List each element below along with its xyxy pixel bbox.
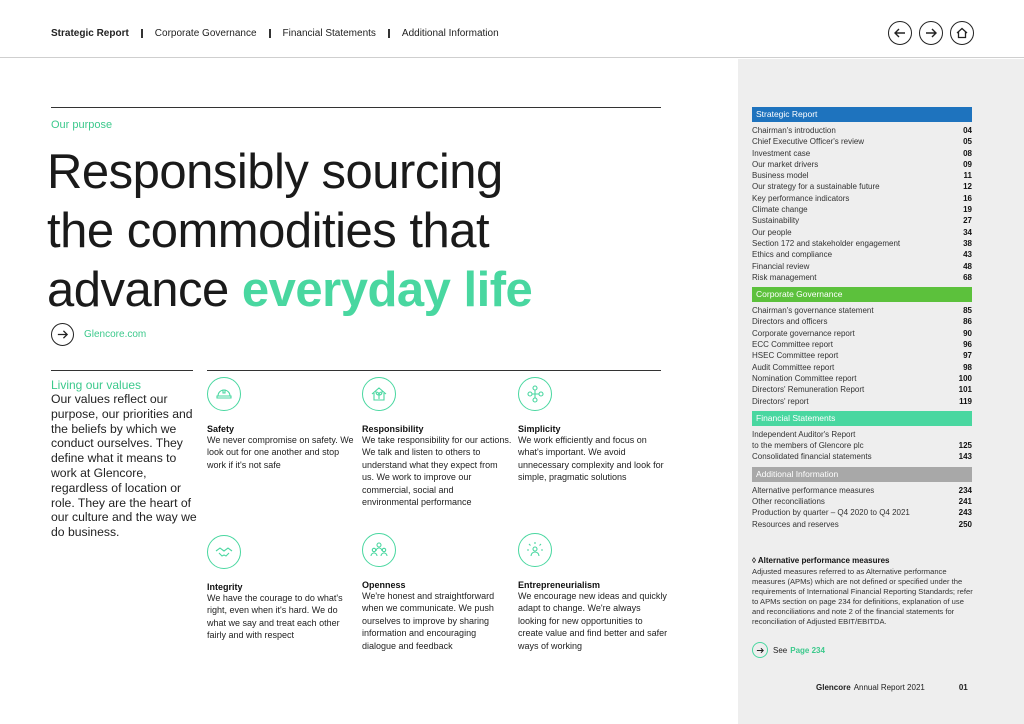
value-description: We're honest and straightforward when we communicate. We push ourselves to improve by sharing information and encouraging dialogue and feedback	[362, 591, 495, 651]
page-number: 01	[958, 683, 968, 692]
toc-item[interactable]	[752, 148, 972, 159]
table-of-contents	[752, 107, 972, 534]
toc-item-page: 04	[963, 126, 972, 135]
toc-item-label: Other reconciliations	[752, 497, 825, 507]
toc-item[interactable]	[752, 261, 972, 272]
toc-section-header[interactable]: Corporate Governance	[752, 287, 972, 302]
footer-brand: Glencore	[816, 683, 851, 692]
value-title: Openness	[362, 580, 406, 590]
toc-item-label: Production by quarter – Q4 2020 to Q4 2021	[752, 508, 910, 518]
nav-separator	[141, 29, 143, 38]
toc-item-page: 12	[963, 182, 972, 192]
toc-item-page: 119	[959, 396, 972, 406]
toc-item-page: 241	[958, 497, 972, 507]
toc-item-label: Key performance indicators	[752, 193, 850, 203]
toc-item[interactable]	[752, 272, 972, 283]
toc-item[interactable]	[752, 339, 972, 350]
value-title: Entrepreneurialism	[518, 580, 601, 590]
value-description: We never compromise on safety. We look out for one another and stop work if it's not safe	[207, 435, 354, 470]
network-nodes-icon	[525, 384, 545, 404]
value-integrity	[207, 535, 357, 642]
hard-hat-icon	[214, 384, 234, 404]
toc-item-page: 16	[963, 193, 972, 203]
nav-separator	[269, 29, 271, 38]
toc-item[interactable]	[752, 507, 972, 518]
toc-item-label: Resources and reserves	[752, 519, 839, 529]
toc-item[interactable]	[752, 316, 972, 327]
nav-link-financial-statements[interactable]: Financial Statements	[282, 28, 376, 39]
toc-item-page: 243	[958, 508, 972, 518]
toc-section	[752, 287, 972, 407]
toc-item-label: Financial review	[752, 261, 810, 271]
toc-item[interactable]	[752, 193, 972, 204]
nav-link-strategic-report[interactable]: Strategic Report	[51, 28, 129, 39]
divider	[207, 370, 661, 371]
toc-item[interactable]	[752, 328, 972, 339]
values-heading: Living our values	[51, 378, 142, 392]
toc-item-label: Our strategy for a sustainable future	[752, 182, 880, 192]
toc-item-page: 234	[958, 485, 972, 495]
sunburst-person-icon	[525, 540, 545, 560]
toc-item-page: 05	[963, 137, 972, 147]
toc-item[interactable]	[752, 125, 972, 136]
toc-item-page: 96	[963, 340, 972, 350]
toc-item[interactable]	[752, 373, 972, 384]
value-responsibility	[362, 377, 512, 508]
toc-item-label: Alternative performance measures	[752, 485, 875, 495]
toc-item-label: ECC Committee report	[752, 340, 833, 350]
toc-item-label: Investment case	[752, 148, 811, 158]
toc-section	[752, 411, 972, 463]
toc-item-label: Chairman's governance statement	[752, 306, 874, 316]
toc-item-label: to the members of Glencore plc	[752, 441, 864, 451]
toc-item[interactable]	[752, 384, 972, 395]
home-button[interactable]	[950, 21, 974, 45]
toc-item-label: Risk management	[752, 272, 817, 282]
toc-section	[752, 107, 972, 283]
value-openness	[362, 533, 512, 652]
toc-item[interactable]	[752, 440, 972, 451]
toc-item-page: 08	[963, 148, 972, 158]
arrow-right-icon	[56, 328, 69, 341]
toc-item-label: Corporate governance report	[752, 328, 855, 338]
toc-item[interactable]	[752, 362, 972, 373]
toc-item-page: 68	[963, 272, 972, 282]
next-page-button[interactable]	[919, 21, 943, 45]
website-link-text[interactable]: Glencore.com	[84, 329, 147, 340]
nav-separator	[388, 29, 390, 38]
people-group-icon	[369, 540, 389, 560]
nav-buttons	[888, 21, 974, 45]
toc-item-label: Directors and officers	[752, 317, 828, 327]
divider	[51, 107, 661, 108]
toc-item[interactable]	[752, 181, 972, 192]
toc-item[interactable]	[752, 136, 972, 147]
apm-body: Adjusted measures referred to as Alternative performance measures (APMs) which are not defined or specified under the requirements of International Financial Reporting Standards; refer to APMs section on page 234 for definitions, explanation of use and reconciliations and note 2 of the financial statements for reconciliation of Adjusted EBIT/EBITDA.	[752, 567, 973, 626]
toc-item[interactable]	[752, 227, 972, 238]
nav-link-corporate-governance[interactable]: Corporate Governance	[154, 28, 257, 39]
toc-item-label: Independent Auditor's Report	[752, 429, 856, 439]
top-nav	[0, 0, 1024, 58]
previous-page-button[interactable]	[888, 21, 912, 45]
value-title: Simplicity	[518, 424, 561, 434]
value-simplicity	[518, 377, 668, 484]
headline-accent: everyday life	[241, 263, 533, 317]
toc-item[interactable]	[752, 305, 972, 316]
toc-item-label: Directors' Remuneration Report	[752, 385, 865, 395]
apm-title: ◊ Alternative performance measures	[752, 556, 890, 565]
arrow-left-icon	[893, 26, 907, 40]
website-link[interactable]	[51, 323, 146, 346]
toc-item-label: Chairman's introduction	[752, 126, 836, 135]
toc-item-page: 250	[958, 519, 972, 529]
toc-item-page: 19	[963, 205, 972, 215]
value-safety	[207, 377, 357, 471]
toc-item[interactable]	[752, 249, 972, 260]
toc-item-label: Directors' report	[752, 396, 809, 406]
toc-item[interactable]	[752, 238, 972, 249]
value-title: Responsibility	[362, 424, 424, 434]
headline-line: the commodities that	[47, 204, 490, 258]
value-description: We have the courage to do what's right, even when it's hard. We do what we say and treat each other fairly and with respect	[207, 593, 343, 641]
see-page-link[interactable]	[752, 642, 825, 658]
page-footer	[816, 683, 968, 692]
toc-item-label: Audit Committee report	[752, 362, 835, 372]
arrow-circle	[752, 642, 768, 658]
toc-item-page: 85	[963, 306, 972, 316]
toc-item[interactable]	[752, 429, 972, 440]
toc-section-header[interactable]: Additional Information	[752, 467, 972, 482]
divider	[51, 370, 193, 371]
toc-item-label: Ethics and compliance	[752, 250, 833, 260]
value-description: We encourage new ideas and quickly adapt to change. We're always looking for new opportunities to create value and find better and safer ways of working	[518, 591, 668, 651]
toc-section-header[interactable]: Financial Statements	[752, 411, 972, 426]
headline-line: Responsibly sourcing	[47, 145, 503, 199]
toc-item-label: Consolidated financial statements	[752, 452, 872, 462]
values-intro: Our values reflect our purpose, our priorities and the beliefs by which we conduct ourselves. They define what it means to work at Glencore, regardless of location or role. They are the heart of our culture and the way we do business.	[51, 392, 197, 540]
arrow-right-icon	[924, 26, 938, 40]
page-title	[47, 143, 687, 320]
section-label: Our purpose	[51, 119, 113, 131]
see-page-number[interactable]: Page 234	[790, 645, 825, 655]
toc-section-header[interactable]: Strategic Report	[752, 107, 972, 122]
toc-item[interactable]	[752, 485, 972, 496]
headline-line	[47, 261, 687, 320]
toc-item[interactable]	[752, 496, 972, 507]
toc-item-label: Nomination Committee report	[752, 373, 857, 383]
footer-text: Annual Report 2021	[853, 683, 925, 692]
toc-item-label: Our market drivers	[752, 159, 819, 169]
toc-item-page: 34	[963, 227, 972, 237]
toc-item-page: 27	[963, 216, 972, 226]
arrow-right-icon	[756, 646, 765, 655]
toc-item-page: 11	[963, 171, 972, 181]
apm-note	[752, 556, 977, 627]
toc-item-page: 43	[963, 250, 972, 260]
toc-item-page: 100	[958, 373, 972, 383]
nav-link-additional-information[interactable]: Additional Information	[401, 28, 499, 39]
toc-item[interactable]	[752, 215, 972, 226]
handshake-icon	[214, 542, 234, 562]
toc-item-page: 90	[963, 328, 972, 338]
toc-item-label: Section 172 and stakeholder engagement	[752, 238, 901, 248]
toc-item-label: Sustainability	[752, 216, 800, 226]
toc-item-label: Climate change	[752, 205, 808, 215]
toc-item[interactable]	[752, 204, 972, 215]
toc-item-page: 86	[963, 317, 972, 327]
toc-item-page: 48	[963, 261, 972, 271]
home-icon	[955, 26, 969, 40]
toc-item-page: 09	[963, 159, 972, 169]
value-description: We take responsibility for our actions. We talk and listen to others to understand what they expect from us. We work to improve our commercial, social and environmental performance	[362, 435, 512, 508]
see-prefix: See	[773, 645, 788, 655]
toc-item-label: Chief Executive Officer's review	[752, 137, 865, 147]
contents-sidebar	[738, 59, 1024, 724]
headline-plain: advance	[47, 263, 242, 317]
value-entrepreneurialism	[518, 533, 668, 652]
toc-item[interactable]	[752, 519, 972, 530]
value-title: Integrity	[207, 582, 243, 592]
toc-item-label: HSEC Committee report	[752, 351, 839, 361]
toc-item[interactable]	[752, 350, 972, 361]
value-description: We work efficiently and focus on what's important. We avoid unnecessary complexity and look for simple, pragmatic solutions	[518, 435, 664, 483]
value-title: Safety	[207, 424, 235, 434]
arrow-circle	[51, 323, 74, 346]
toc-item-page: 97	[963, 351, 972, 361]
toc-item-page: 101	[958, 385, 972, 395]
toc-item-label: Our people	[752, 227, 792, 237]
toc-section	[752, 467, 972, 530]
toc-item-page: 143	[958, 452, 972, 462]
toc-item-page: 38	[963, 238, 972, 248]
toc-item-label: Business model	[752, 171, 809, 181]
toc-item[interactable]	[752, 396, 972, 407]
toc-item[interactable]	[752, 451, 972, 462]
house-leaf-icon	[369, 384, 389, 404]
toc-item-page: 98	[963, 362, 972, 372]
toc-item[interactable]	[752, 170, 972, 181]
nav-links	[51, 28, 499, 39]
toc-item[interactable]	[752, 159, 972, 170]
toc-item-page: 125	[958, 441, 972, 451]
